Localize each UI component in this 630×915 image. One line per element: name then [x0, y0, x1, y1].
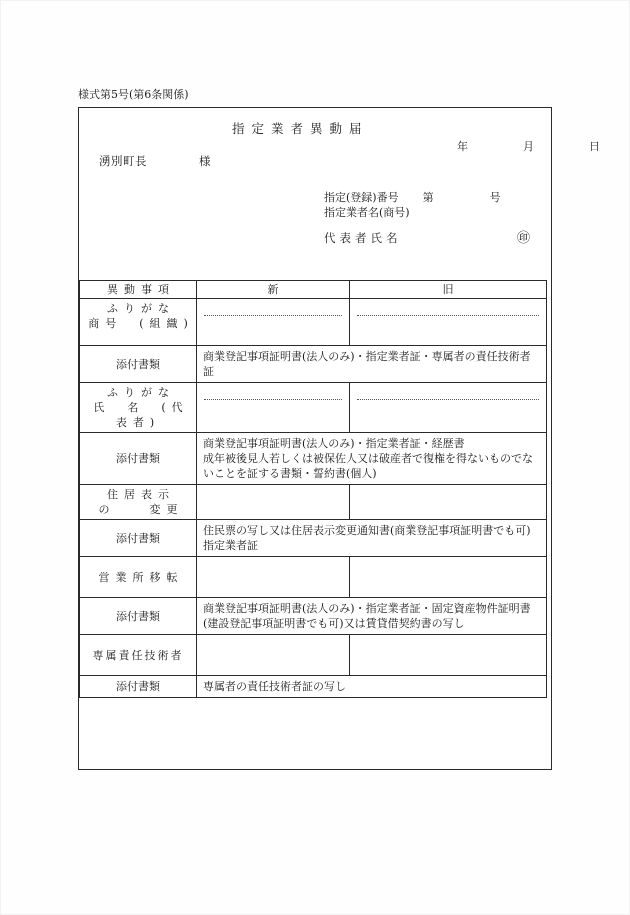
row-label-responsible-engineer: 専属責任技術者	[80, 635, 197, 676]
row-label-line1: ふりがな	[107, 386, 175, 399]
attachment-line: 指定業者証	[203, 539, 258, 552]
attachment-line: 商業登記事項証明書(法人のみ)・指定業者証・経歴書	[203, 437, 465, 450]
attachment-line: 商業登記事項証明書(法人のみ)・指定業者証・専属者の責任技術者	[203, 350, 531, 363]
table-body	[80, 281, 547, 698]
representative-new-field[interactable]	[197, 383, 350, 433]
row-label-address-change	[80, 485, 197, 520]
attachment-label: 添付書類	[80, 433, 197, 485]
representative-line	[324, 230, 530, 246]
header-cell-item	[80, 281, 197, 299]
table-header-row	[80, 281, 547, 299]
row-label-line2: 氏 名 (代表者)	[93, 401, 189, 429]
row-label-line2: 商号 (組織)	[88, 317, 194, 330]
table-row	[80, 635, 547, 676]
registration-number-dai: 第	[422, 191, 434, 204]
row-label-line1: ふりがな	[107, 302, 175, 315]
address-change-new-field[interactable]	[197, 485, 350, 520]
seal-icon: ㊞	[516, 230, 530, 246]
furigana-guide-line	[204, 390, 342, 400]
table-row	[80, 557, 547, 598]
attachment-documents-cell	[197, 676, 547, 698]
row-label-line2: の 変更	[98, 503, 184, 516]
furigana-guide-line	[204, 306, 342, 316]
addressee-line	[99, 153, 211, 169]
document-title: 指定業者異動届	[232, 121, 369, 136]
attachment-line: 住民票の写し又は住居表示変更通知書(商業登記事項証明書でも可)	[203, 524, 531, 537]
furigana-guide-line	[357, 306, 539, 316]
company-old-field[interactable]	[350, 299, 547, 346]
header-item-label: 異動事項	[107, 283, 175, 296]
addressee-honorific: 様	[199, 154, 211, 168]
address-change-old-field[interactable]	[350, 485, 547, 520]
attachment-line: 証	[203, 365, 214, 378]
header-cell-old	[350, 281, 547, 299]
office-relocation-new-field[interactable]	[197, 557, 350, 598]
table-row	[80, 520, 547, 557]
registration-number-line	[324, 190, 501, 205]
table-row	[80, 346, 547, 383]
table-row	[80, 299, 547, 346]
responsible-engineer-new-field[interactable]	[197, 635, 350, 676]
header-old-label: 旧	[442, 283, 454, 296]
office-relocation-old-field[interactable]	[350, 557, 547, 598]
registration-number-label: 指定(登録)番号	[324, 191, 399, 204]
company-new-field[interactable]	[197, 299, 350, 346]
change-items-table	[79, 280, 547, 698]
attachment-line: 商業登記事項証明書(法人のみ)・指定業者証・固定資産物件証明書	[203, 602, 531, 615]
attachment-line: いことを証する書類・誓約書(個人)	[203, 467, 377, 480]
representative-old-field[interactable]	[350, 383, 547, 433]
furigana-guide-line	[357, 390, 539, 400]
form-number-label: 様式第5号(第6条関係)	[78, 88, 189, 101]
table-row	[80, 383, 547, 433]
addressee-name: 湧別町長	[99, 154, 147, 168]
responsible-engineer-old-field[interactable]	[350, 635, 547, 676]
table-row	[80, 676, 547, 698]
business-name-label: 指定業者名(商号)	[324, 206, 410, 219]
form-outer-border	[78, 107, 622, 770]
attachment-line: 成年被後見人若しくは被保佐人又は破産者で復権を得ないものでな	[203, 452, 533, 465]
attachment-documents-cell	[197, 598, 547, 635]
header-new-label: 新	[267, 283, 279, 296]
date-line: 年 月 日	[457, 140, 622, 153]
attachment-line: 専属者の責任技術者証の写し	[203, 680, 346, 693]
table-row	[80, 598, 547, 635]
attachment-documents-cell	[197, 433, 547, 485]
table-row	[80, 485, 547, 520]
registration-number-gou: 号	[489, 191, 501, 204]
attachment-documents-cell	[197, 346, 547, 383]
attachment-label: 添付書類	[80, 520, 197, 557]
registration-block	[324, 190, 501, 220]
representative-label: 代表者氏名	[324, 231, 402, 245]
attachment-label: 添付書類	[80, 598, 197, 635]
row-label-line1: 住居表示	[107, 488, 175, 501]
attachment-line: (建設登記事項証明書でも可)又は賃貸借契約書の写し	[203, 617, 465, 630]
row-label-company	[80, 299, 197, 346]
attachment-label: 添付書類	[80, 346, 197, 383]
attachment-documents-cell	[197, 520, 547, 557]
row-label-office-relocation: 営業所移転	[80, 557, 197, 598]
row-label-representative	[80, 383, 197, 433]
header-cell-new	[197, 281, 350, 299]
table-row	[80, 433, 547, 485]
attachment-label: 添付書類	[80, 676, 197, 698]
